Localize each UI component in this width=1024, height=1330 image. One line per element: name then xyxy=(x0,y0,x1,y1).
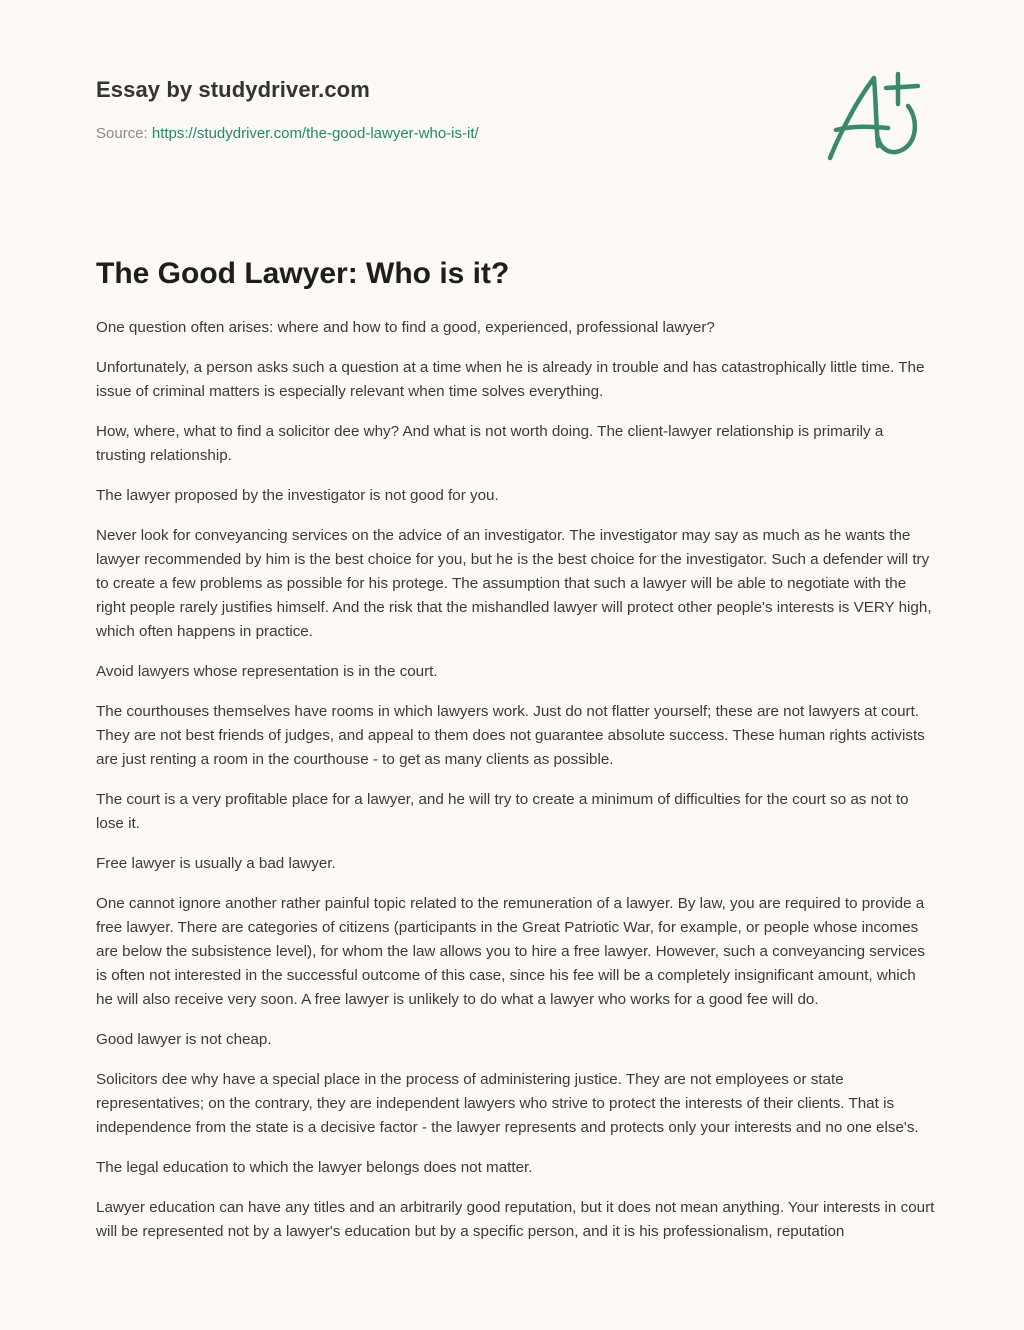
article-paragraph: Unfortunately, a person asks such a question at a time when he is already in trouble and has catastrophically little time. The issue of criminal matters is especially relevant when time solves everything. xyxy=(96,359,925,400)
article-subheading: Avoid lawyers whose representation is in the court. xyxy=(96,663,438,680)
page-header xyxy=(96,74,796,144)
article-paragraph: Solicitors dee why have a special place in the process of administering justice. They are not employees or state representatives; on the contrary, they are independent lawyers who strive to protect the interests of their clients. That is independence from the state is a decisive factor - the lawyer represents and protects only your interests and no one else's. xyxy=(96,1071,919,1136)
article-subheading: The lawyer proposed by the investigator is not good for you. xyxy=(96,487,499,504)
source-label: Source: xyxy=(96,125,148,142)
article-title: The Good Lawyer: Who is it? xyxy=(96,257,510,290)
article-paragraph: One question often arises: where and how to find a good, experienced, professional lawyer? xyxy=(96,319,715,336)
article-subheading: Good lawyer is not cheap. xyxy=(96,1031,272,1048)
article-paragraph: Never look for conveyancing services on the advice of an investigator. The investigator may say as much as he wants the lawyer recommended by him is the best choice for you, but he is the best choice for the investigator. Such a defender will try to create a few problems as possible for his protege. The assumption that such a lawyer will be able to negotiate with the right people rarely justifies himself. And the risk that the mishandled lawyer will protect other people's interests is VERY high, which often happens in practice. xyxy=(96,527,932,640)
article-paragraph: Lawyer education can have any titles and an arbitrarily good reputation, but it does not mean anything. Your interests in court will be represented not by a lawyer's education but by a specific person, and it is his professionalism, reputation xyxy=(96,1199,935,1240)
a-plus-grade-icon xyxy=(822,68,926,164)
article-paragraph: How, where, what to find a solicitor dee why? And what is not worth doing. The client-lawyer relationship is primarily a trusting relationship. xyxy=(96,423,884,464)
article-paragraph: The courthouses themselves have rooms in which lawyers work. Just do not flatter yourself; these are not lawyers at court. They are not best friends of judges, and appeal to them does not guarantee absolute success. These human rights activists are just renting a room in the courthouse - to get as many clients as possible. xyxy=(96,703,925,768)
site-title: Essay by studydriver.com xyxy=(96,77,370,102)
source-line xyxy=(96,124,796,144)
article-subheading: The legal education to which the lawyer belongs does not matter. xyxy=(96,1159,533,1176)
article xyxy=(96,254,936,1260)
article-subheading: Free lawyer is usually a bad lawyer. xyxy=(96,855,336,872)
source-link[interactable]: https://studydriver.com/the-good-lawyer-who-is-it/ xyxy=(151,125,479,142)
article-paragraph: The court is a very profitable place for a lawyer, and he will try to create a minimum of difficulties for the court so as not to lose it. xyxy=(96,791,909,832)
article-paragraph: One cannot ignore another rather painful topic related to the remuneration of a lawyer. By law, you are required to provide a free lawyer. There are categories of citizens (participants in the Great Patriotic War, for example, or people whose incomes are below the subsistence level), for whom the law allows you to hire a free lawyer. However, such a conveyancing services is often not interested in the successful outcome of this case, since his fee will be a completely insignificant amount, which he will also receive very soon. A free lawyer is unlikely to do what a lawyer who works for a good fee will do. xyxy=(96,895,925,1008)
